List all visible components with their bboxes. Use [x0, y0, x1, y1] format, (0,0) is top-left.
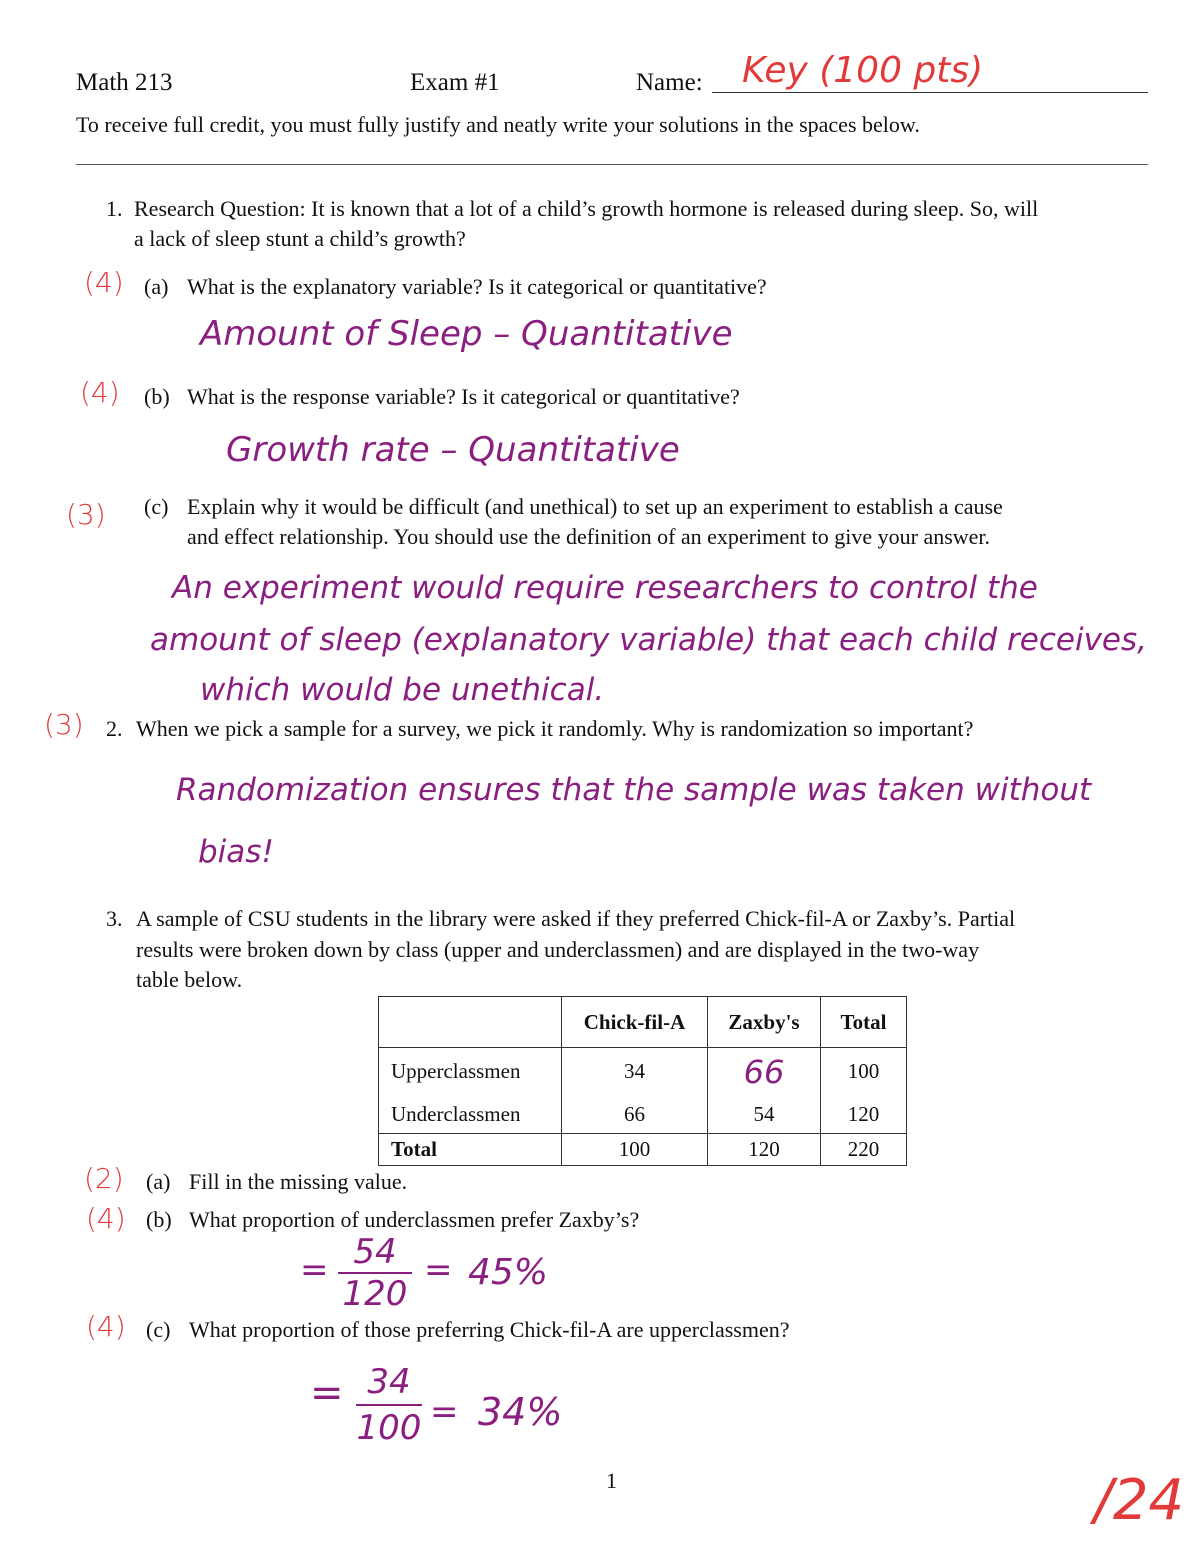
- table-row: [379, 1048, 907, 1096]
- q2-answer-line1: Randomization ensures that the sample was taken without: [176, 772, 1092, 808]
- q3c-denominator: 100: [356, 1404, 422, 1450]
- q1c-text-line2: and effect relationship. You should use the definition of an experiment to give your answer.: [187, 524, 991, 549]
- q2-number: 2.: [106, 716, 123, 741]
- q3-number: 3.: [106, 906, 123, 931]
- q1b-answer: Growth rate – Quantitative: [226, 430, 680, 470]
- q1c-points: (3): [66, 498, 106, 531]
- q3b-denominator: 120: [338, 1272, 412, 1314]
- two-way-table: [378, 996, 907, 1166]
- q3b-fraction: [338, 1232, 412, 1314]
- q2-answer-line2: bias!: [198, 834, 274, 870]
- table-header-cell: Total: [821, 997, 907, 1048]
- q3a-points: (2): [84, 1162, 124, 1195]
- exam-title: Exam #1: [410, 69, 500, 96]
- q3b-numerator: 54: [353, 1232, 397, 1272]
- q3c-text: What proportion of those preferring Chick-fil-A are upperclassmen?: [189, 1317, 790, 1342]
- q1a-answer: Amount of Sleep – Quantitative: [200, 314, 733, 354]
- header-divider: [76, 164, 1148, 165]
- table-cell: 100: [821, 1048, 907, 1096]
- name-underline: [712, 92, 1148, 93]
- table-cell: 120: [708, 1134, 821, 1166]
- table-cell: 220: [821, 1134, 907, 1166]
- q1a-text: What is the explanatory variable? Is it categorical or quantitative?: [187, 274, 767, 299]
- q3c-equals: =: [310, 1370, 344, 1416]
- q3b-equals: =: [300, 1250, 329, 1290]
- page-number: 1: [606, 1468, 617, 1493]
- q3c-numerator: 34: [367, 1362, 411, 1402]
- table-row: [379, 1134, 907, 1166]
- q1c-label: (c): [144, 494, 169, 519]
- q3b-label: (b): [146, 1207, 172, 1232]
- q1c-answer-line1: An experiment would require researchers to control the: [172, 570, 1038, 606]
- q3c-fraction: [356, 1360, 422, 1450]
- table-cell: 66: [562, 1096, 708, 1134]
- q1-prompt-line1: Research Question: It is known that a lot of a child’s growth hormone is released during sleep. So, will: [134, 196, 1039, 221]
- q1-prompt-line2: a lack of sleep stunt a child’s growth?: [134, 226, 466, 251]
- q3b-equals2: =: [424, 1250, 453, 1290]
- q1a-label: (a): [144, 274, 169, 299]
- table-header-cell: [379, 997, 562, 1048]
- q1a-points: (4): [84, 266, 124, 299]
- q3a-text: Fill in the missing value.: [189, 1169, 408, 1194]
- q3c-label: (c): [146, 1317, 171, 1342]
- filled-value: 66: [743, 1052, 785, 1091]
- q3a-label: (a): [146, 1169, 171, 1194]
- name-value: Key (100 pts): [742, 50, 984, 91]
- table-cell: 54: [708, 1096, 821, 1134]
- table-header-cell: Zaxby's: [708, 997, 821, 1048]
- table-cell-filled: [708, 1048, 821, 1096]
- name-label: Name:: [636, 69, 703, 96]
- q1c-text-line1: Explain why it would be difficult (and unethical) to set up an experiment to establish a cause: [187, 494, 1003, 519]
- table-cell: 120: [821, 1096, 907, 1134]
- table-header-row: [379, 997, 907, 1048]
- q3c-result: 34%: [478, 1390, 563, 1434]
- q1c-answer-line2: amount of sleep (explanatory variable) that each child receives,: [150, 622, 1147, 658]
- q3b-result: 45%: [468, 1252, 549, 1293]
- q2-points: (3): [44, 708, 84, 741]
- instructions: To receive full credit, you must fully justify and neatly write your solutions in the spaces below.: [76, 112, 920, 137]
- q1b-text: What is the response variable? Is it categorical or quantitative?: [187, 384, 740, 409]
- q1b-points: (4): [80, 376, 120, 409]
- q3c-equals2: =: [430, 1392, 459, 1432]
- table-cell: Upperclassmen: [379, 1048, 562, 1096]
- q1b-label: (b): [144, 384, 170, 409]
- table-cell: Underclassmen: [379, 1096, 562, 1134]
- page-score: /24: [1094, 1468, 1185, 1533]
- q1c-answer-line3: which would be unethical.: [200, 672, 605, 708]
- q1-number: 1.: [106, 196, 123, 221]
- table-cell: 100: [562, 1134, 708, 1166]
- q3-prompt-line2: results were broken down by class (upper and underclassmen) and are displayed in the two-way: [136, 937, 980, 962]
- q3c-points: (4): [86, 1310, 126, 1343]
- q3-prompt-line3: table below.: [136, 967, 243, 992]
- q2-text: When we pick a sample for a survey, we pick it randomly. Why is randomization so important?: [136, 716, 974, 741]
- table-cell: 34: [562, 1048, 708, 1096]
- q3-prompt-line1: A sample of CSU students in the library were asked if they preferred Chick-fil-A or Zaxby’s. Partial: [136, 906, 1016, 931]
- q3b-text: What proportion of underclassmen prefer Zaxby’s?: [189, 1207, 640, 1232]
- q3b-points: (4): [86, 1202, 126, 1235]
- table-cell: Total: [379, 1134, 562, 1166]
- course-title: Math 213: [76, 69, 173, 96]
- table-header-cell: Chick-fil-A: [562, 997, 708, 1048]
- table-row: [379, 1096, 907, 1134]
